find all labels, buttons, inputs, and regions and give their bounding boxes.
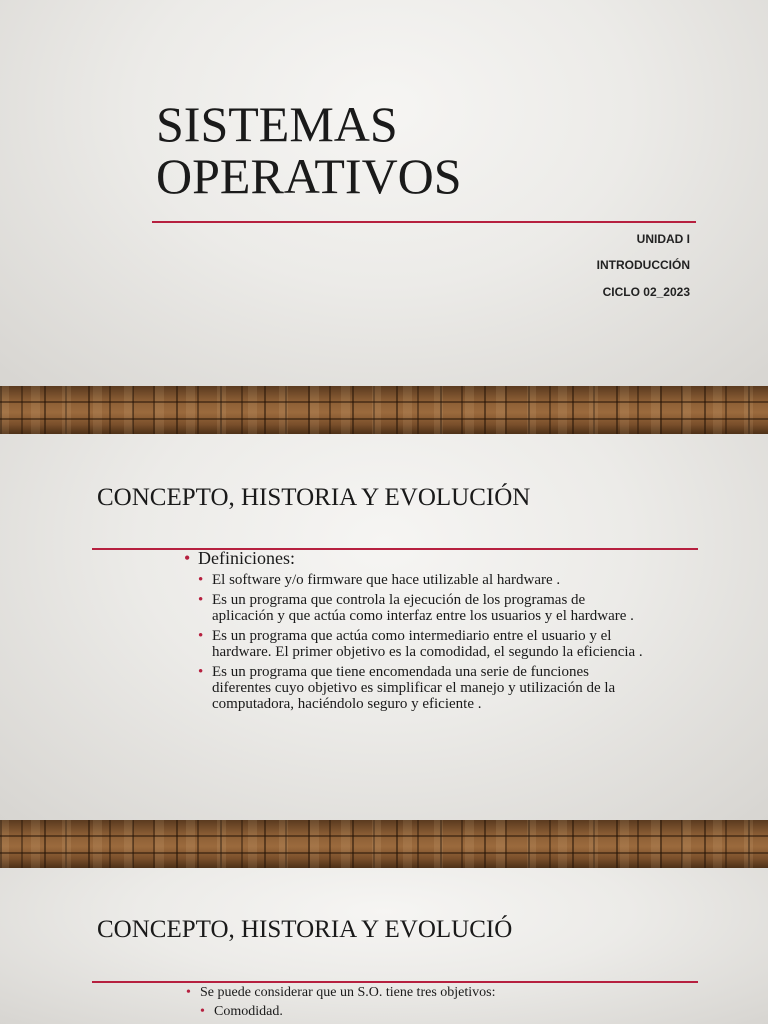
- subtitle-unidad: UNIDAD I: [636, 232, 690, 246]
- title-line-1: SISTEMAS: [156, 96, 398, 152]
- title-line-2: OPERATIVOS: [156, 148, 462, 204]
- slide-2-title: CONCEPTO, HISTORIA Y EVOLUCIÓN: [97, 484, 531, 511]
- slide-3-divider: [92, 981, 698, 983]
- bullet-definiciones: [184, 548, 644, 712]
- list-item: • El software y/o firmware que hace utilizable al hardware .: [198, 572, 644, 588]
- subtitle-ciclo: CICLO 02_2023: [602, 285, 690, 299]
- wood-floor-2: [0, 820, 768, 868]
- bullet-text: Definiciones:: [198, 548, 295, 568]
- list-item: • Es un programa que tiene encomendada una serie de funciones diferentes cuyo objetivo es simplificar el manejo y utilización de la computadora, haciéndolo seguro y eficiente .: [198, 664, 644, 712]
- slide-1: [0, 0, 768, 386]
- slide-1-divider: [152, 221, 696, 223]
- wood-floor-1: [0, 386, 768, 434]
- slide-2-content: [184, 548, 644, 716]
- slide-1-title: [156, 98, 462, 202]
- slide-3-content: [186, 984, 646, 1020]
- list-item: • Comodidad.: [200, 1004, 646, 1020]
- bullet-objetivos: [186, 984, 646, 1020]
- list-item: • Es un programa que actúa como intermediario entre el usuario y el hardware. El primer objetivo es la comodidad, el segundo la eficiencia .: [198, 628, 644, 660]
- slide-3-title: CONCEPTO, HISTORIA Y EVOLUCIÓ: [97, 916, 513, 943]
- subtitle-introduccion: INTRODUCCIÓN: [596, 258, 690, 272]
- bullet-text: Se puede considerar que un S.O. tiene tres objetivos:: [200, 985, 496, 1000]
- list-item: • Es un programa que controla la ejecución de los programas de aplicación y que actúa como interfaz entre los usuarios y el hardware .: [198, 592, 644, 624]
